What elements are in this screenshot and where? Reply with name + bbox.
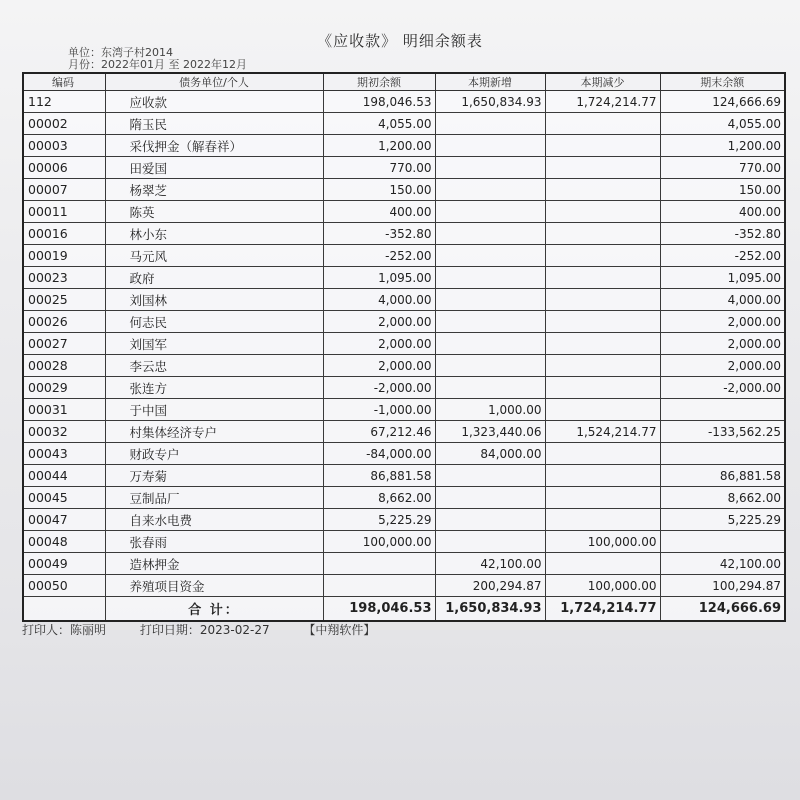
cell-added: 1,650,834.93 bbox=[435, 91, 545, 113]
column-header-code: 编码 bbox=[23, 73, 105, 91]
cell-closing: 2,000.00 bbox=[660, 333, 785, 355]
cell-name: 应收款 bbox=[105, 91, 323, 113]
cell-code: 00044 bbox=[23, 465, 105, 487]
cell-closing: 124,666.69 bbox=[660, 91, 785, 113]
cell-closing: 4,055.00 bbox=[660, 113, 785, 135]
table-row bbox=[23, 487, 785, 509]
cell-added: 84,000.00 bbox=[435, 443, 545, 465]
cell-reduced: 100,000.00 bbox=[545, 531, 660, 553]
period-line: 月份：2022年01月 至 2022年12月 bbox=[68, 58, 247, 71]
table-header-row bbox=[23, 73, 785, 91]
cell-name: 财政专户 bbox=[105, 443, 323, 465]
table-row bbox=[23, 509, 785, 531]
cell-code: 00026 bbox=[23, 311, 105, 333]
table-row bbox=[23, 157, 785, 179]
cell-opening: 4,055.00 bbox=[323, 113, 435, 135]
cell-name: 刘国林 bbox=[105, 289, 323, 311]
cell-reduced bbox=[545, 553, 660, 575]
cell-reduced bbox=[545, 377, 660, 399]
cell-reduced bbox=[545, 245, 660, 267]
cell-added bbox=[435, 355, 545, 377]
cell-reduced: 1,524,214.77 bbox=[545, 421, 660, 443]
cell-closing: -2,000.00 bbox=[660, 377, 785, 399]
cell-name: 李云忠 bbox=[105, 355, 323, 377]
table-row bbox=[23, 289, 785, 311]
cell-opening: 86,881.58 bbox=[323, 465, 435, 487]
column-header-added: 本期新增 bbox=[435, 73, 545, 91]
cell-reduced bbox=[545, 267, 660, 289]
cell-reduced bbox=[545, 311, 660, 333]
cell-reduced: 1,724,214.77 bbox=[545, 91, 660, 113]
cell-opening: 2,000.00 bbox=[323, 311, 435, 333]
cell-added bbox=[435, 311, 545, 333]
cell-opening: 4,000.00 bbox=[323, 289, 435, 311]
cell-closing: 400.00 bbox=[660, 201, 785, 223]
cell-reduced bbox=[545, 465, 660, 487]
cell-added: 42,100.00 bbox=[435, 553, 545, 575]
table-row bbox=[23, 179, 785, 201]
cell-code: 00027 bbox=[23, 333, 105, 355]
cell-opening: 1,095.00 bbox=[323, 267, 435, 289]
cell-opening: 5,225.29 bbox=[323, 509, 435, 531]
cell-reduced bbox=[545, 443, 660, 465]
cell-opening: -252.00 bbox=[323, 245, 435, 267]
cell-added bbox=[435, 487, 545, 509]
cell-opening: -2,000.00 bbox=[323, 377, 435, 399]
cell-code: 00029 bbox=[23, 377, 105, 399]
cell-closing bbox=[660, 399, 785, 421]
cell-reduced bbox=[545, 509, 660, 531]
cell-reduced bbox=[545, 223, 660, 245]
cell-reduced bbox=[545, 135, 660, 157]
cell-name: 田爱国 bbox=[105, 157, 323, 179]
total-row bbox=[23, 597, 785, 622]
table-row bbox=[23, 267, 785, 289]
cell-code: 00003 bbox=[23, 135, 105, 157]
cell-closing: 8,662.00 bbox=[660, 487, 785, 509]
table-body bbox=[23, 91, 785, 597]
cell-added bbox=[435, 289, 545, 311]
cell-opening: 2,000.00 bbox=[323, 355, 435, 377]
cell-name: 于中国 bbox=[105, 399, 323, 421]
column-header-reduced: 本期减少 bbox=[545, 73, 660, 91]
cell-reduced bbox=[545, 355, 660, 377]
cell-code: 00043 bbox=[23, 443, 105, 465]
cell-reduced bbox=[545, 201, 660, 223]
cell-closing: 4,000.00 bbox=[660, 289, 785, 311]
cell-name: 陈英 bbox=[105, 201, 323, 223]
cell-added bbox=[435, 223, 545, 245]
cell-closing: 2,000.00 bbox=[660, 311, 785, 333]
cell-opening: -1,000.00 bbox=[323, 399, 435, 421]
cell-name: 养殖项目资金 bbox=[105, 575, 323, 597]
cell-reduced bbox=[545, 179, 660, 201]
table-row bbox=[23, 421, 785, 443]
cell-name: 豆制品厂 bbox=[105, 487, 323, 509]
table-row bbox=[23, 399, 785, 421]
cell-closing: 1,095.00 bbox=[660, 267, 785, 289]
cell-added: 200,294.87 bbox=[435, 575, 545, 597]
cell-name: 自来水电费 bbox=[105, 509, 323, 531]
cell-added bbox=[435, 267, 545, 289]
cell-reduced bbox=[545, 157, 660, 179]
cell-code: 00007 bbox=[23, 179, 105, 201]
cell-code: 112 bbox=[23, 91, 105, 113]
table-row bbox=[23, 201, 785, 223]
table-row bbox=[23, 333, 785, 355]
cell-code: 00047 bbox=[23, 509, 105, 531]
cell-closing bbox=[660, 443, 785, 465]
cell-code: 00048 bbox=[23, 531, 105, 553]
cell-code: 00016 bbox=[23, 223, 105, 245]
cell-opening: 100,000.00 bbox=[323, 531, 435, 553]
cell-closing: 42,100.00 bbox=[660, 553, 785, 575]
cell-opening: -352.80 bbox=[323, 223, 435, 245]
cell-name: 造林押金 bbox=[105, 553, 323, 575]
cell-code: 00032 bbox=[23, 421, 105, 443]
cell-added: 1,323,440.06 bbox=[435, 421, 545, 443]
cell-closing bbox=[660, 531, 785, 553]
total-closing: 124,666.69 bbox=[660, 597, 785, 622]
table-row bbox=[23, 113, 785, 135]
cell-name: 张连方 bbox=[105, 377, 323, 399]
cell-name: 隋玉民 bbox=[105, 113, 323, 135]
cell-opening: 1,200.00 bbox=[323, 135, 435, 157]
cell-opening: 400.00 bbox=[323, 201, 435, 223]
cell-opening: 8,662.00 bbox=[323, 487, 435, 509]
cell-reduced: 100,000.00 bbox=[545, 575, 660, 597]
cell-added bbox=[435, 179, 545, 201]
cell-code: 00025 bbox=[23, 289, 105, 311]
cell-added bbox=[435, 245, 545, 267]
cell-added bbox=[435, 157, 545, 179]
table-row bbox=[23, 377, 785, 399]
table-row bbox=[23, 553, 785, 575]
cell-added bbox=[435, 509, 545, 531]
cell-name: 刘国军 bbox=[105, 333, 323, 355]
cell-closing: 5,225.29 bbox=[660, 509, 785, 531]
cell-closing: 150.00 bbox=[660, 179, 785, 201]
cell-closing: 86,881.58 bbox=[660, 465, 785, 487]
cell-code: 00031 bbox=[23, 399, 105, 421]
cell-opening: 198,046.53 bbox=[323, 91, 435, 113]
print-date: 打印日期：2023-02-27 bbox=[139, 623, 270, 637]
cell-closing: -133,562.25 bbox=[660, 421, 785, 443]
cell-opening: 150.00 bbox=[323, 179, 435, 201]
table-row bbox=[23, 531, 785, 553]
cell-added: 1,000.00 bbox=[435, 399, 545, 421]
table-row bbox=[23, 245, 785, 267]
unit-line: 单位：东湾子村2014 bbox=[68, 46, 173, 59]
cell-closing: 1,200.00 bbox=[660, 135, 785, 157]
cell-code: 00019 bbox=[23, 245, 105, 267]
cell-code: 00045 bbox=[23, 487, 105, 509]
cell-code: 00049 bbox=[23, 553, 105, 575]
cell-code: 00002 bbox=[23, 113, 105, 135]
cell-added bbox=[435, 113, 545, 135]
cell-name: 杨翠芝 bbox=[105, 179, 323, 201]
cell-name: 村集体经济专户 bbox=[105, 421, 323, 443]
column-header-closing: 期末余额 bbox=[660, 73, 785, 91]
cell-added bbox=[435, 377, 545, 399]
cell-added bbox=[435, 465, 545, 487]
cell-closing: 770.00 bbox=[660, 157, 785, 179]
cell-added bbox=[435, 201, 545, 223]
cell-name: 张春雨 bbox=[105, 531, 323, 553]
cell-reduced bbox=[545, 289, 660, 311]
cell-code: 00023 bbox=[23, 267, 105, 289]
cell-closing: -252.00 bbox=[660, 245, 785, 267]
table-row bbox=[23, 575, 785, 597]
cell-reduced bbox=[545, 399, 660, 421]
cell-closing: 2,000.00 bbox=[660, 355, 785, 377]
table-row bbox=[23, 135, 785, 157]
cell-added bbox=[435, 135, 545, 157]
cell-code: 00011 bbox=[23, 201, 105, 223]
total-code-cell bbox=[23, 597, 105, 622]
cell-opening: 2,000.00 bbox=[323, 333, 435, 355]
cell-name: 采伐押金（解春祥） bbox=[105, 135, 323, 157]
column-header-name: 债务单位/个人 bbox=[105, 73, 323, 91]
cell-closing: 100,294.87 bbox=[660, 575, 785, 597]
cell-code: 00028 bbox=[23, 355, 105, 377]
print-footer bbox=[22, 621, 375, 638]
report-meta bbox=[68, 47, 247, 71]
report-title: 《应收款》 明细余额表 bbox=[317, 32, 483, 50]
total-label: 合 计： bbox=[105, 597, 323, 622]
cell-name: 政府 bbox=[105, 267, 323, 289]
cell-reduced bbox=[545, 333, 660, 355]
cell-closing: -352.80 bbox=[660, 223, 785, 245]
cell-added bbox=[435, 333, 545, 355]
table-row bbox=[23, 91, 785, 113]
cell-code: 00050 bbox=[23, 575, 105, 597]
cell-name: 万寿菊 bbox=[105, 465, 323, 487]
cell-added bbox=[435, 531, 545, 553]
cell-opening: 770.00 bbox=[323, 157, 435, 179]
total-reduced: 1,724,214.77 bbox=[545, 597, 660, 622]
cell-reduced bbox=[545, 487, 660, 509]
column-header-opening: 期初余额 bbox=[323, 73, 435, 91]
table-row bbox=[23, 223, 785, 245]
table-row bbox=[23, 465, 785, 487]
table-row bbox=[23, 355, 785, 377]
cell-opening bbox=[323, 575, 435, 597]
software-name: 【中翔软件】 bbox=[303, 623, 376, 637]
cell-code: 00006 bbox=[23, 157, 105, 179]
balance-table bbox=[22, 72, 786, 622]
cell-name: 林小东 bbox=[105, 223, 323, 245]
table-row bbox=[23, 311, 785, 333]
total-opening: 198,046.53 bbox=[323, 597, 435, 622]
cell-name: 马元风 bbox=[105, 245, 323, 267]
cell-opening: 67,212.46 bbox=[323, 421, 435, 443]
table-row bbox=[23, 443, 785, 465]
printer-name: 打印人：陈丽明 bbox=[22, 623, 107, 637]
total-added: 1,650,834.93 bbox=[435, 597, 545, 622]
cell-reduced bbox=[545, 113, 660, 135]
cell-opening bbox=[323, 553, 435, 575]
cell-opening: -84,000.00 bbox=[323, 443, 435, 465]
cell-name: 何志民 bbox=[105, 311, 323, 333]
